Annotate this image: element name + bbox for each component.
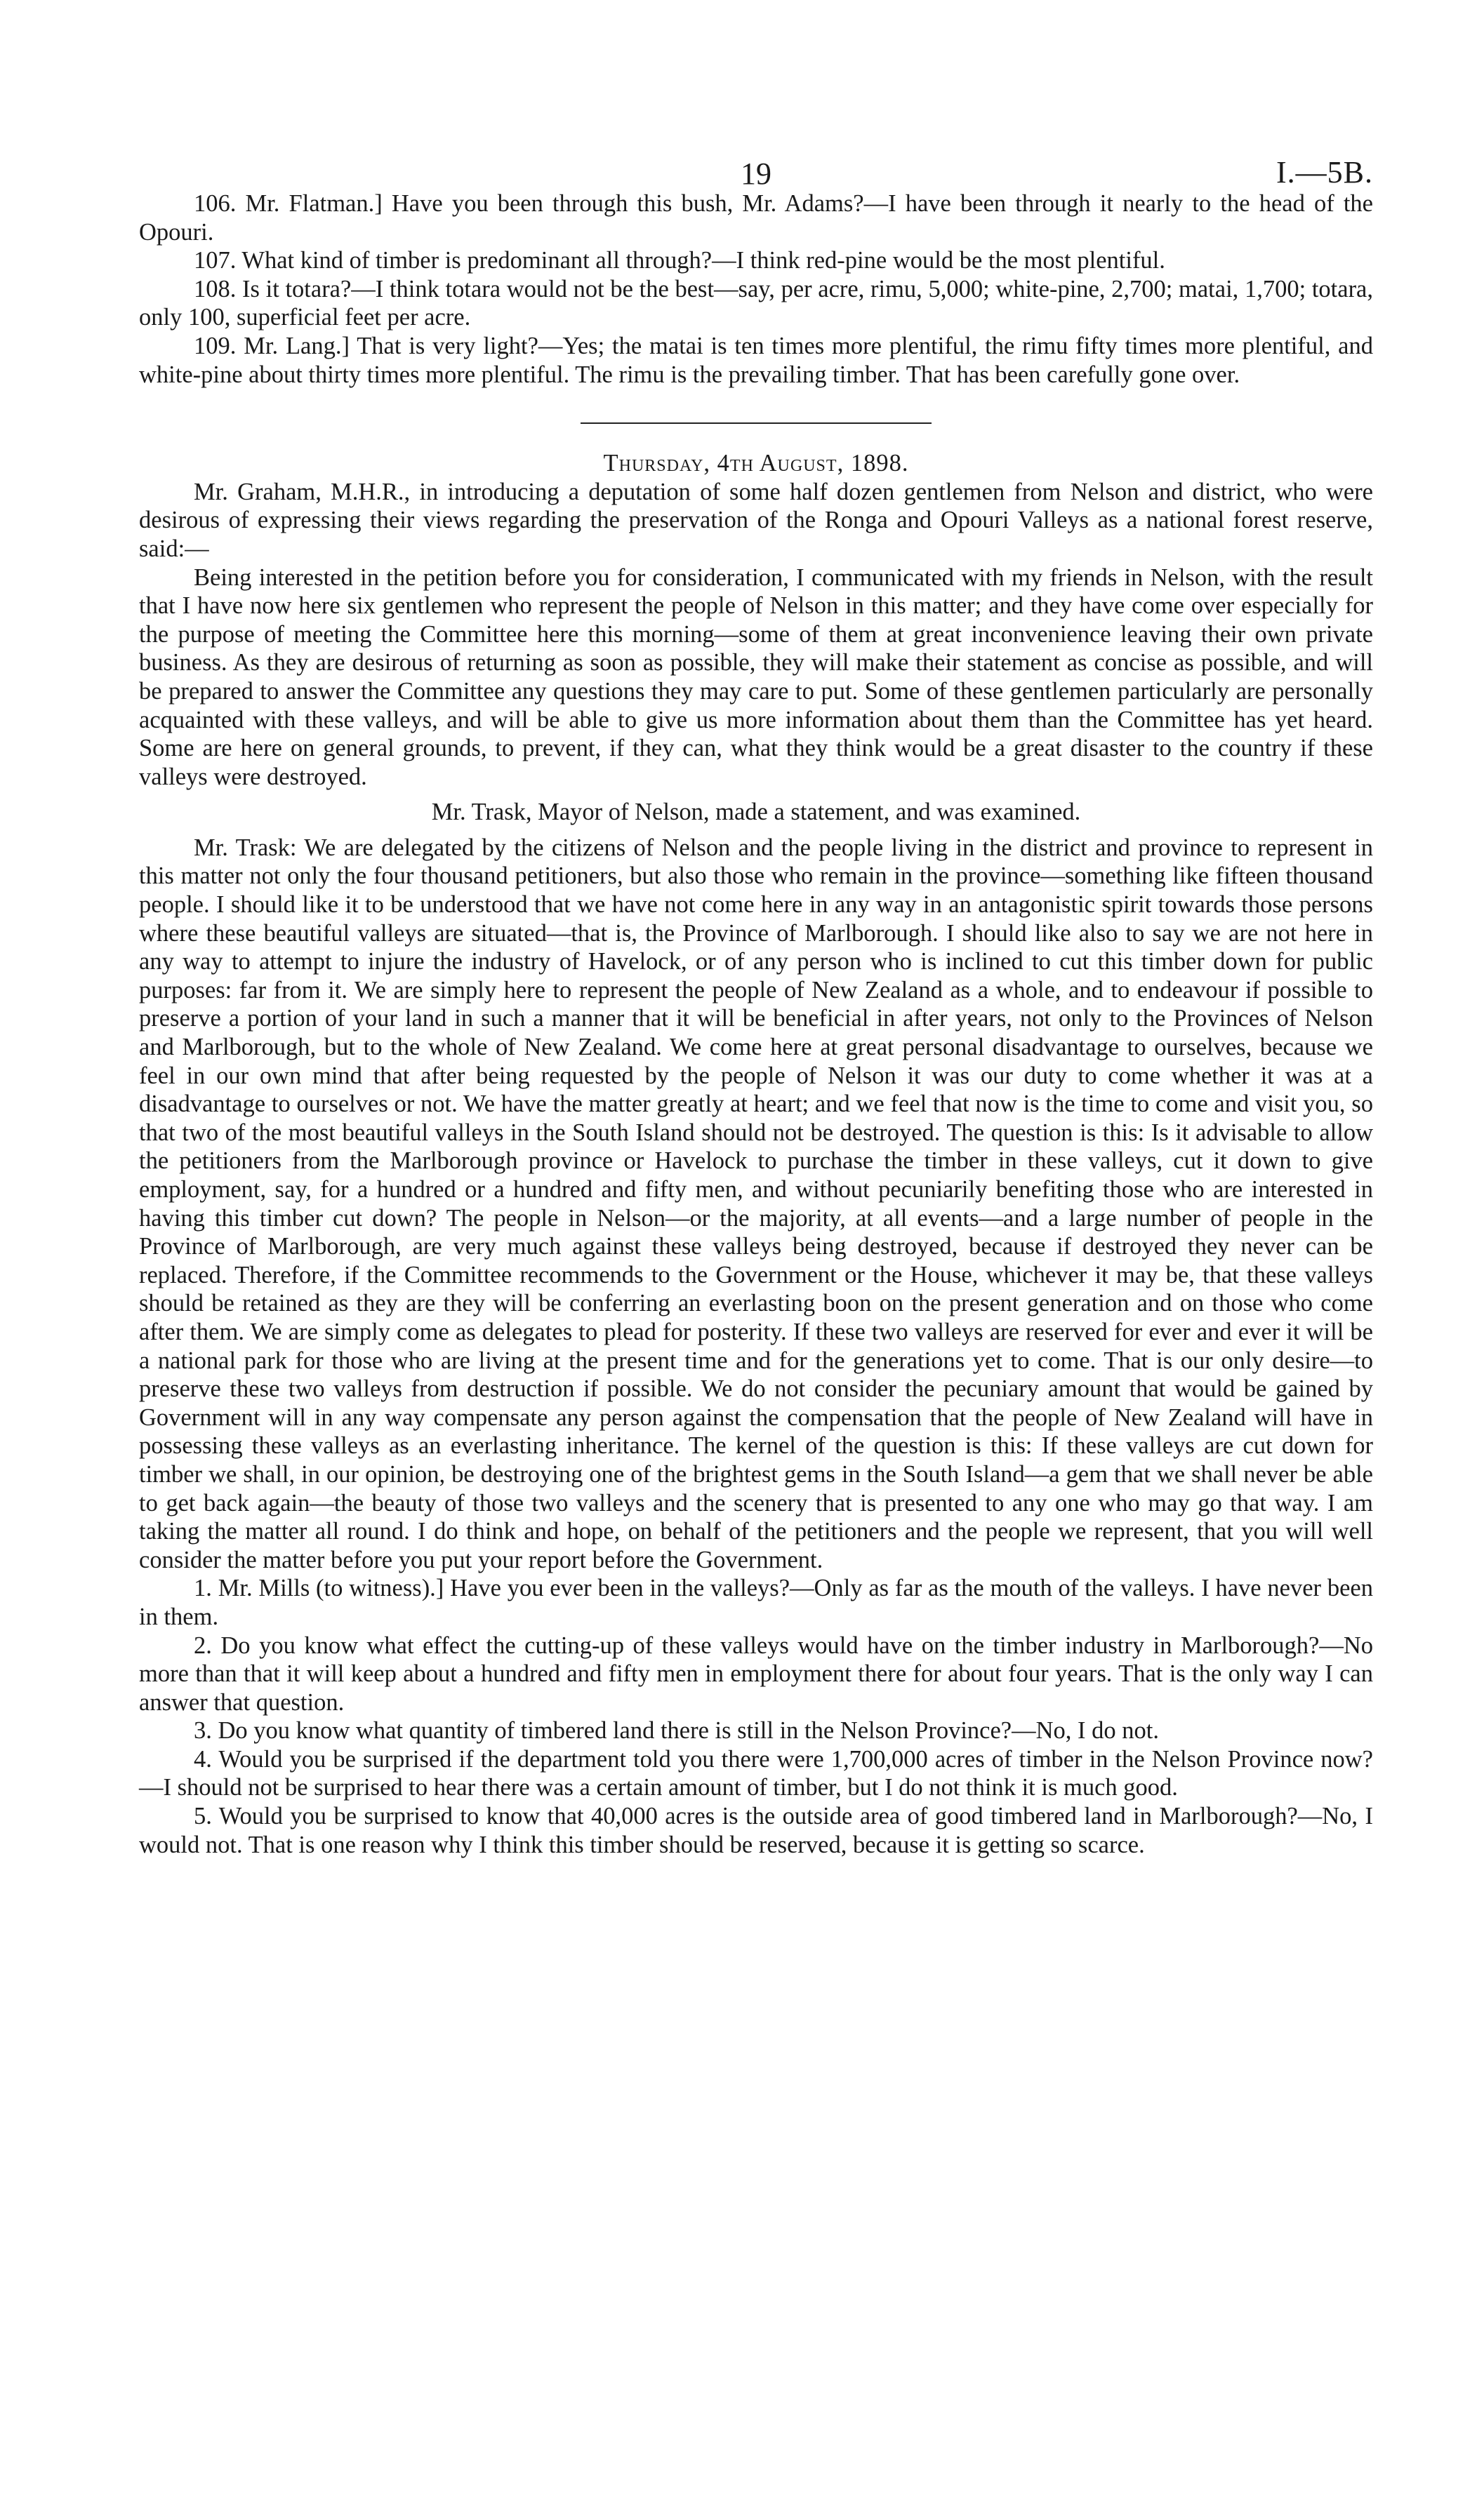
trask-heading: Mr. Trask, Mayor of Nelson, made a statement, and was examined. [431, 799, 1081, 826]
questions-bottom [139, 1574, 1373, 1859]
questions-top [139, 189, 1373, 389]
question-paragraph: 109. Mr. Lang.] That is very light?—Yes; the matai is ten times more plentiful, the rimu fifty times more plentiful, and white-pine about thirty times more plentiful. The rimu is the prevailing timber. That has been carefully gone over. [139, 332, 1373, 388]
document-page [139, 133, 1373, 1859]
question-paragraph: 4. Would you be surprised if the department told you there were 1,700,000 acres of timber in the Nelson Province now?—I should not be surprised to hear there was a certain amount of timber, but I do not think it is much good. [139, 1745, 1373, 1801]
document-reference: I.—5B. [1276, 155, 1373, 189]
question-paragraph: 3. Do you know what quantity of timbered land there is still in the Nelson Province?—No, I do not. [194, 1717, 1159, 1745]
question-paragraph: 1. Mr. Mills (to witness).] Have you ever been in the valleys?—Only as far as the mouth of the valleys. I have never been in them. [139, 1575, 1373, 1630]
question-paragraph: 5. Would you be surprised to know that 40,000 acres is the outside area of good timbered land in Marlborough?—No, I would not. That is one reason why I think this timber should be reserved, because it is getting so scarce. [139, 1803, 1373, 1858]
question-paragraph: 106. Mr. Flatman.] Have you been through this bush, Mr. Adams?—I have been through it nearly to the head of the Opouri. [139, 190, 1373, 246]
date-heading: Thursday, 4th August, 1898. [603, 450, 909, 477]
page-number: 19 [741, 156, 771, 191]
graham-statement: Being interested in the petition before you for consideration, I communicated with my friends in Nelson, with the result that I have now here six gentlemen who represent the people of Nelson in this matter; and they have come over especially for the purpose of meeting the Committee here this morning—some of them at great inconvenience leaving their own private business. As they are desirous of returning as soon as possible, they will make their statement as concise as possible, and will be prepared to answer the Committee any questions they may care to put. Some of these gentlemen particularly are personally acquainted with these valleys, and will be able to give us more information about them than the Committee has yet heard. Some are here on general grounds, to prevent, if they can, what they think would be a great disaster to the country if these valleys were destroyed. [139, 564, 1373, 790]
trask-statement: Mr. Trask: We are delegated by the citizens of Nelson and the people living in the district and province to represent in this matter not only the four thousand petitioners, but also those who remain in the province—something like fifteen thousand people. I should like it to be understood that we have not come here in any way in an antagonistic spirit towards those persons where these beautiful valleys are situated—that is, the Province of Marlborough. I should like also to say we are not here in any way to attempt to injure the industry of Havelock, or of any person who is inclined to cut this timber down for public purposes: far from it. We are simply here to represent the people of New Zealand as a whole, and to endeavour if possible to preserve a portion of your land in such a manner that it will be beneficial in after years, not only to the Provinces of Nelson and Marlborough, but to the whole of New Zealand. We come here at great personal disadvantage to ourselves, because we feel in our own mind that after being requested by the people of Nelson it was our duty to come whether it was at a disadvantage to ourselves or not. We have the matter greatly at heart; and we feel that now is the time to come and visit you, so that two of the most beautiful valleys in the South Island should not be destroyed. The question is this: Is it advisable to allow the petitioners from the Marlborough province or Havelock to purchase the timber in these valleys, cut it down to give employment, say, for a hundred or a hundred and fifty men, and without pecuniarily benefiting those who are interested in having this timber cut down? The people in Nelson—or the majority, at all events—and a large number of people in the Province of Marlborough, are very much against these valleys being destroyed, because if destroyed they never can be replaced. Therefore, if the Committee recommends to the Government or the House, whichever it may be, that these valleys should be retained as they are they will be conferring an everlasting boon on the present generation and on those who come after them. We are simply come as delegates to plead for posterity. If these two valleys are reserved for ever and ever it will be a national park for those who are living at the present time and for the generations yet to come. That is our only desire—to preserve these two valleys from destruction if possible. We do not consider the pecuniary amount that would be gained by Government will in any way compensate any person against the compensation that the people of New Zealand will have in possessing these valleys as an everlasting inheritance. The kernel of the question is this: If these valleys are cut down for timber we shall, in our opinion, be destroying one of the brightest gems in the South Island—a gem that we shall never be able to get back again—the beauty of those two valleys and the scenery that is presented to any one who may go that way. I am taking the matter all round. I do think and hope, on behalf of the petitioners and the people we represent, that you will well consider the matter before you put your report before the Government. [139, 834, 1373, 1573]
page-header [139, 133, 1373, 189]
intro-paragraph: Mr. Graham, M.H.R., in introducing a deputation of some half dozen gentlemen from Nelson and district, who were desirous of expressing their views regarding the preservation of the Ronga and Opouri Valleys as a national forest reserve, said:— [139, 478, 1373, 562]
question-paragraph: 2. Do you know what effect the cutting-up of these valleys would have on the timber industry in Marlborough?—No more than that it will keep about a hundred and fifty men in employment there for about four years. That is the only way I can answer that question. [139, 1632, 1373, 1716]
question-paragraph: 107. What kind of timber is predominant all through?—I think red-pine would be the most plentiful. [194, 247, 1165, 274]
question-paragraph: 108. Is it totara?—I think totara would not be the best—say, per acre, rimu, 5,000; white-pine, 2,700; matai, 1,700; totara, only 100, superficial feet per acre. [139, 275, 1373, 331]
section-divider [581, 422, 932, 424]
